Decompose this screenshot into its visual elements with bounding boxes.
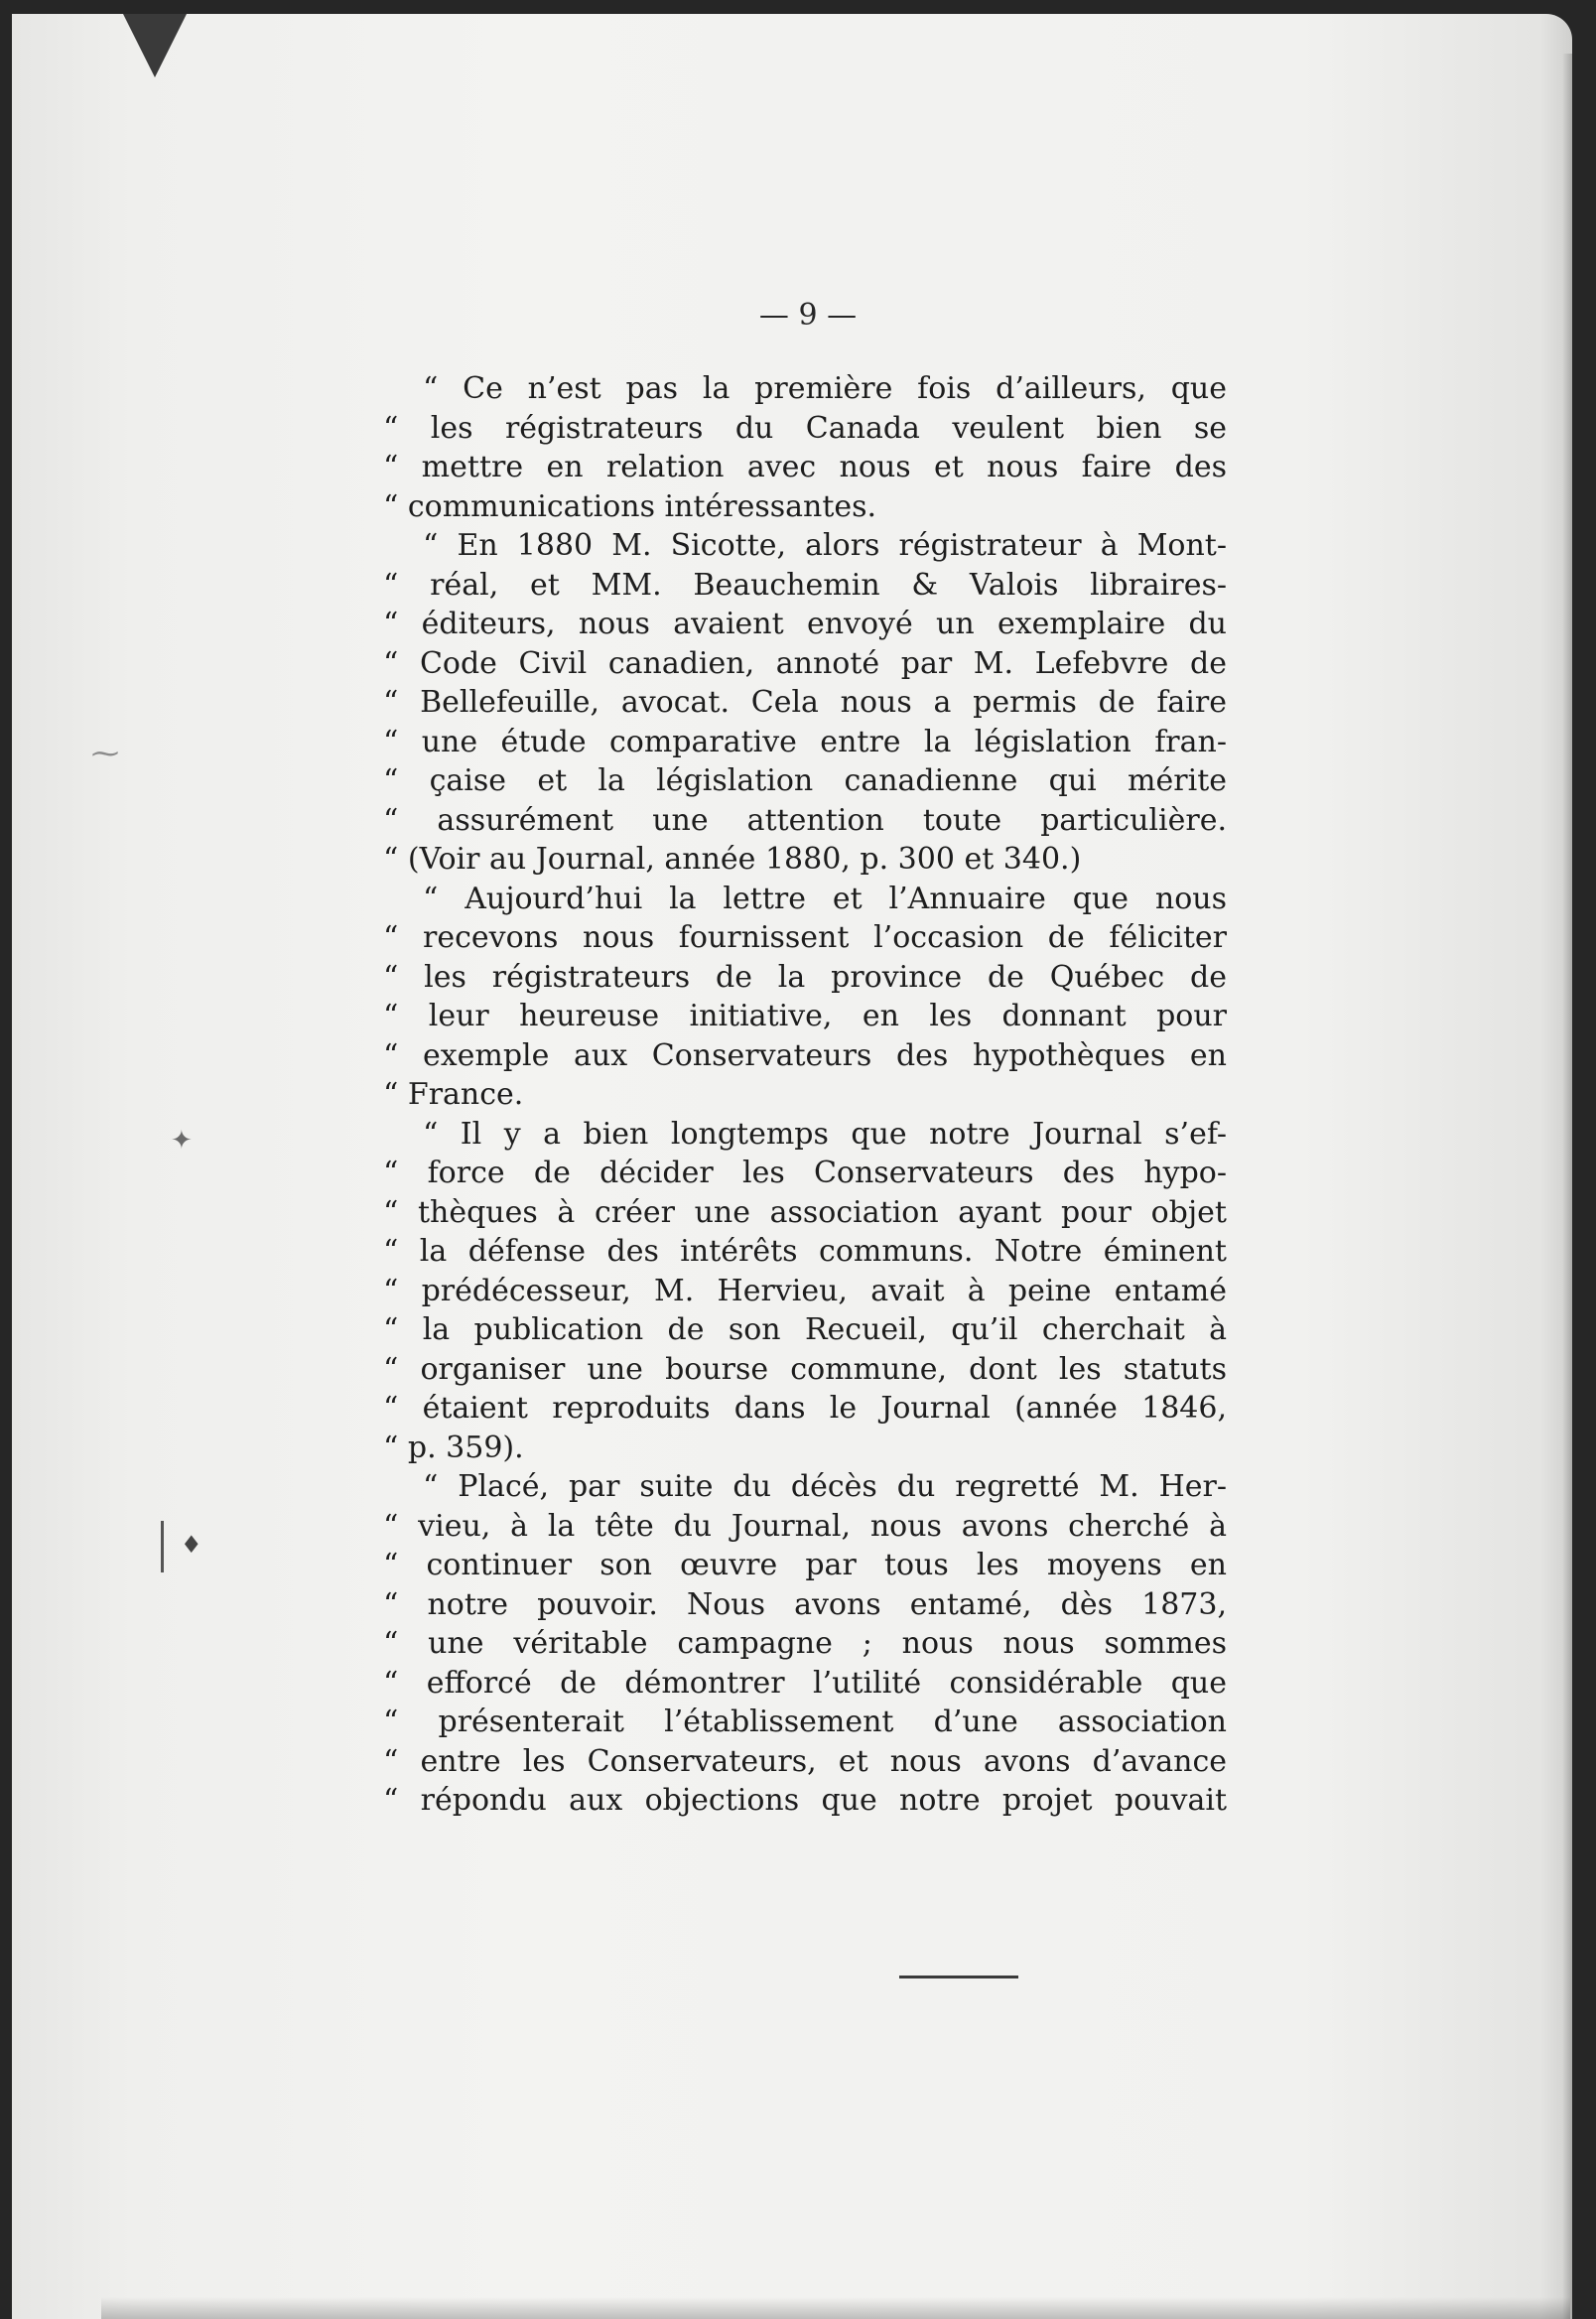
- page-bottom-shadow: [101, 2297, 1570, 2319]
- text-line: “ Bellefeuille, avocat. Cela nous a permis de faire: [383, 685, 1227, 720]
- text-line: “ présenterait l’établissement d’une association: [383, 1705, 1227, 1739]
- bleed-through-mark: [161, 1521, 164, 1572]
- text-line: “ continuer son œuvre par tous les moyens en: [383, 1548, 1227, 1582]
- text-line: “ recevons nous fournissent l’occasion de féliciter: [383, 920, 1227, 955]
- text-line: “ les régistrateurs de la province de Québec de: [383, 959, 1227, 995]
- text-line: “ étaient reproduits dans le Journal (année 1846,: [383, 1391, 1227, 1426]
- text-line: “ prédécesseur, M. Hervieu, avait à peine entamé: [383, 1273, 1227, 1308]
- section-rule: [899, 1976, 1018, 1978]
- text-line: “ force de décider les Conservateurs des hypo-: [383, 1156, 1227, 1190]
- text-line: “ assurément une attention toute particulière.: [383, 802, 1227, 838]
- text-line: “ éditeurs, nous avaient envoyé un exemplaire du: [383, 607, 1227, 641]
- text-line: “ p. 359).: [383, 1430, 524, 1465]
- text-line: “ leur heureuse initiative, en les donnant pour: [383, 999, 1227, 1033]
- text-line: “ Placé, par suite du décès du regretté M. Her-: [423, 1469, 1227, 1504]
- text-line: “ France.: [383, 1077, 524, 1112]
- text-line: “ une véritable campagne ; nous nous sommes: [383, 1626, 1227, 1661]
- text-line: “ les régistrateurs du Canada veulent bien se: [383, 410, 1227, 446]
- text-line: “ la publication de son Recueil, qu’il cherchait à: [383, 1312, 1227, 1347]
- text-line: “ Ce n’est pas la première fois d’ailleurs, que: [423, 371, 1227, 406]
- bleed-through-mark: ⁓: [91, 737, 119, 769]
- text-line: “ exemple aux Conservateurs des hypothèques en: [383, 1037, 1227, 1073]
- text-line: “ En 1880 M. Sicotte, alors régistrateur à Mont-: [423, 528, 1227, 563]
- text-line: “ notre pouvoir. Nous avons entamé, dès 1873,: [383, 1586, 1227, 1622]
- torn-corner: [123, 14, 187, 77]
- text-line: “ mettre en relation avec nous et nous faire des: [383, 450, 1227, 484]
- text-line: “ efforcé de démontrer l’utilité considérable que: [383, 1665, 1227, 1701]
- page-text-body: [383, 369, 1227, 1821]
- text-line: “ Code Civil canadien, annoté par M. Lefebvre de: [383, 645, 1227, 681]
- text-line: “ Aujourd’hui la lettre et l’Annuaire que nous: [423, 881, 1227, 916]
- text-line: “ réal, et MM. Beauchemin & Valois libraires-: [383, 567, 1227, 603]
- page-number: — 9 —: [758, 298, 858, 333]
- text-line: “ vieu, à la tête du Journal, nous avons cherché à: [383, 1508, 1227, 1544]
- bleed-through-mark: ♦: [181, 1531, 202, 1559]
- page-edge-shadow: [1562, 54, 1572, 2319]
- text-line: “ répondu aux objections que notre projet pouvait: [383, 1783, 1227, 1818]
- text-line: “ (Voir au Journal, année 1880, p. 300 et 340.): [383, 842, 1082, 877]
- text-line: “ çaise et la législation canadienne qui mérite: [383, 763, 1227, 798]
- text-line: “ une étude comparative entre la législation fran-: [383, 724, 1227, 759]
- bleed-through-mark: ✦: [171, 1126, 193, 1156]
- text-line: “ communications intéressantes.: [383, 488, 877, 524]
- text-line: “ entre les Conservateurs, et nous avons d’avance: [383, 1743, 1227, 1779]
- text-line: “ thèques à créer une association ayant pour objet: [383, 1194, 1227, 1230]
- text-line: “ la défense des intérêts communs. Notre éminent: [383, 1234, 1227, 1269]
- text-line: “ organiser une bourse commune, dont les statuts: [383, 1351, 1227, 1387]
- text-line: “ Il y a bien longtemps que notre Journal s’ef-: [423, 1116, 1227, 1152]
